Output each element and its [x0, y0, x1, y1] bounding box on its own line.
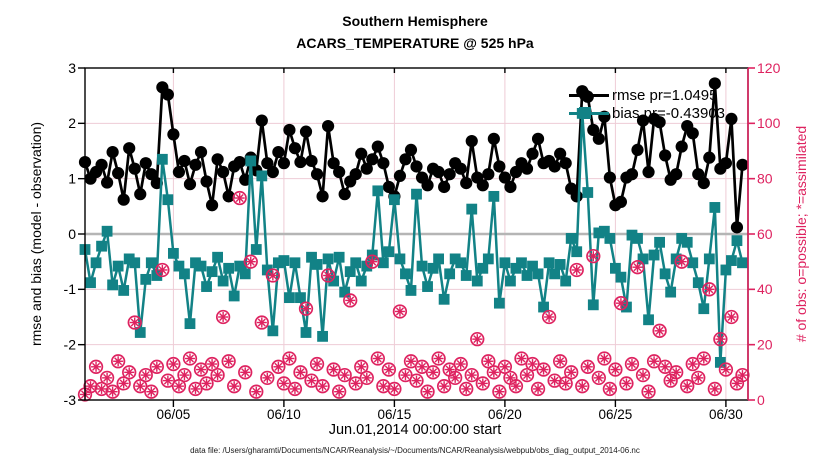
rmse-point — [101, 176, 113, 188]
legend-bias-label: bias pr=-0.43903 — [612, 104, 725, 122]
rmse-point — [731, 221, 743, 233]
bias-point — [632, 233, 643, 244]
bias-point — [113, 261, 124, 272]
rmse-point — [112, 167, 124, 179]
bias-point — [251, 244, 262, 255]
rmse-point — [339, 188, 351, 200]
obs-marker — [244, 255, 257, 268]
obs-marker — [300, 302, 313, 315]
bias-point — [428, 263, 439, 274]
bias-point — [223, 263, 234, 274]
obs-marker — [454, 358, 467, 371]
obs-marker — [311, 358, 324, 371]
obs-marker — [637, 369, 650, 382]
rmse-point — [631, 144, 643, 156]
left-y-tick-label: 2 — [68, 115, 76, 132]
obs-marker — [465, 369, 478, 382]
obs-marker — [593, 372, 606, 385]
x-tick-label: 06/15 — [377, 407, 412, 422]
obs-marker — [543, 311, 556, 324]
obs-marker — [200, 377, 213, 390]
bias-point — [516, 257, 527, 268]
obs-marker — [460, 383, 473, 396]
rmse-point — [305, 155, 317, 167]
obs-marker — [681, 380, 694, 393]
obs-marker — [565, 366, 578, 379]
bias-point — [140, 274, 151, 285]
obs-marker — [725, 311, 738, 324]
rmse-point — [626, 168, 638, 180]
obs-marker — [670, 366, 683, 379]
rmse-point — [433, 166, 445, 178]
bias-point — [466, 204, 477, 215]
rmse-point — [366, 153, 378, 165]
rmse-point — [162, 88, 174, 100]
obs-marker — [720, 363, 733, 376]
rmse-point — [405, 144, 417, 156]
rmse-point — [394, 170, 406, 182]
obs-marker — [642, 385, 655, 398]
obs-marker — [211, 369, 224, 382]
bias-point — [709, 202, 720, 213]
obs-marker — [394, 305, 407, 318]
bias-point — [494, 298, 505, 309]
left-y-tick-label: 0 — [68, 225, 76, 242]
obs-marker — [615, 297, 628, 310]
bias-point — [444, 268, 455, 279]
rmse-point — [504, 181, 516, 193]
rmse-point — [615, 196, 627, 208]
chart-title-region: Southern Hemisphere — [342, 13, 488, 29]
bias-point — [356, 276, 367, 287]
x-tick-label: 06/05 — [156, 407, 191, 422]
rmse-point — [560, 157, 572, 169]
bias-point — [312, 259, 323, 270]
obs-marker — [631, 261, 644, 274]
bias-point — [218, 276, 229, 287]
obs-marker — [255, 316, 268, 329]
rmse-point — [676, 140, 688, 152]
bias-point — [267, 325, 278, 336]
obs-marker — [388, 383, 401, 396]
obs-marker — [410, 374, 423, 387]
rmse-point — [477, 179, 489, 191]
rmse-point — [350, 168, 362, 180]
rmse-point — [256, 114, 268, 126]
rmse-point — [311, 168, 323, 180]
bias-point — [439, 294, 450, 305]
bias-point — [726, 255, 737, 266]
obs-marker — [581, 361, 594, 374]
rmse-point — [521, 163, 533, 175]
obs-marker — [620, 377, 633, 390]
obs-marker — [233, 192, 246, 205]
bias-point — [411, 189, 422, 200]
bias-point — [472, 276, 483, 287]
obs-marker — [471, 333, 484, 346]
obs-marker — [438, 380, 451, 393]
bias-point — [500, 257, 511, 268]
legend-rmse-label: rmse pr=1.0495 — [612, 86, 718, 104]
bias-point — [588, 299, 599, 310]
rmse-point — [455, 163, 467, 175]
legend-entry-rmse — [569, 86, 725, 104]
obs-marker — [106, 385, 119, 398]
rmse-point — [444, 168, 456, 180]
obs-marker — [449, 372, 462, 385]
bias-point — [301, 327, 312, 338]
bias-point — [665, 287, 676, 298]
bias-point — [96, 241, 107, 252]
rmse-point — [703, 152, 715, 164]
obs-marker — [587, 250, 600, 263]
bias-point — [549, 268, 560, 279]
right-y-tick-label: 20 — [757, 336, 773, 353]
bias-point — [201, 281, 212, 292]
x-tick-label: 06/10 — [267, 407, 301, 422]
legend — [569, 86, 725, 122]
bias-point — [317, 331, 328, 342]
bias-point — [118, 285, 129, 296]
bias-point — [604, 233, 615, 244]
rmse-point — [195, 146, 207, 158]
rmse-point — [532, 133, 544, 145]
obs-marker — [139, 369, 152, 382]
bias-point — [461, 270, 472, 281]
bias-point — [256, 171, 267, 182]
bias-point — [433, 254, 444, 265]
obs-marker — [128, 316, 141, 329]
obs-marker — [261, 372, 274, 385]
bias-point — [334, 252, 345, 263]
bias-point — [687, 257, 698, 268]
obs-marker — [184, 352, 197, 365]
obs-marker — [604, 383, 617, 396]
bias-point — [483, 254, 494, 265]
rmse-point — [206, 199, 218, 211]
right-y-tick-label: 40 — [757, 281, 773, 298]
bias-point — [560, 276, 571, 287]
obs-marker — [383, 363, 396, 376]
rmse-point — [173, 166, 185, 178]
rmse-point — [482, 168, 494, 180]
rmse-line-sample — [569, 88, 609, 102]
rmse-point — [410, 160, 422, 172]
bias-point — [350, 257, 361, 268]
rmse-point — [272, 146, 284, 158]
bias-point — [395, 254, 406, 265]
rmse-point — [466, 135, 478, 147]
left-y-tick-label: 1 — [68, 170, 76, 187]
bias-point — [693, 277, 704, 288]
bias-point — [643, 314, 654, 325]
right-y-tick-label: 80 — [757, 170, 773, 187]
rmse-point — [123, 142, 135, 154]
right-y-tick-label: 60 — [757, 225, 773, 242]
obs-marker — [167, 358, 180, 371]
bias-point — [422, 281, 433, 292]
obs-marker — [101, 372, 114, 385]
obs-marker — [493, 385, 506, 398]
rmse-point — [95, 159, 107, 171]
bias-point — [196, 261, 207, 272]
rmse-point — [234, 156, 246, 168]
obs-marker — [372, 352, 385, 365]
obs-marker — [675, 255, 688, 268]
rmse-point — [460, 177, 472, 189]
obs-marker — [653, 325, 666, 338]
obs-marker — [554, 355, 567, 368]
obs-marker — [576, 380, 589, 393]
obs-marker — [151, 361, 164, 374]
rmse-point — [289, 142, 301, 154]
rmse-point — [134, 188, 146, 200]
bias-point — [290, 257, 301, 268]
bias-point — [207, 266, 218, 277]
bias-point — [582, 187, 593, 198]
bias-point — [185, 318, 196, 329]
rmse-point — [421, 179, 433, 191]
bias-point — [383, 246, 394, 257]
rmse-point — [118, 194, 130, 206]
obs-marker — [609, 363, 622, 376]
rmse-point — [659, 149, 671, 161]
obs-marker — [344, 294, 357, 307]
bias-point — [107, 280, 118, 291]
left-y-axis-label: rmse and bias (model - observation) — [28, 121, 44, 347]
obs-marker — [366, 255, 379, 268]
rmse-point — [167, 128, 179, 140]
bias-point — [240, 268, 251, 279]
bias-point — [732, 235, 743, 246]
rmse-point — [571, 190, 583, 202]
rmse-point — [316, 190, 328, 202]
left-y-tick-label: -3 — [63, 391, 76, 408]
obs-marker — [90, 361, 103, 374]
rmse-point — [189, 159, 201, 171]
obs-marker — [267, 269, 280, 282]
obs-marker — [709, 383, 722, 396]
obs-marker — [698, 352, 711, 365]
obs-marker — [294, 366, 307, 379]
chart-subtitle: ACARS_TEMPERATURE @ 525 hPa — [296, 35, 534, 51]
bias-point — [400, 268, 411, 279]
obs-marker — [421, 385, 434, 398]
bias-line-sample — [569, 106, 609, 120]
bias-point — [455, 257, 466, 268]
left-y-tick-label: 3 — [68, 59, 76, 76]
obs-marker — [112, 355, 125, 368]
obs-marker — [156, 264, 169, 277]
rmse-point — [493, 160, 505, 172]
rmse-point — [720, 157, 732, 169]
obs-marker — [283, 352, 296, 365]
bias-point — [616, 272, 627, 283]
rmse-point — [217, 166, 229, 178]
bias-point — [649, 250, 660, 261]
bias-point — [682, 237, 693, 248]
obs-marker — [250, 385, 263, 398]
rmse-point — [322, 120, 334, 132]
obs-marker — [217, 311, 230, 324]
rmse-point — [333, 166, 345, 178]
bias-point — [533, 268, 544, 279]
rmse-point — [107, 146, 119, 158]
rmse-point — [642, 166, 654, 178]
obs-marker — [228, 380, 241, 393]
obs-marker — [714, 333, 727, 346]
bias-marker-icon — [579, 107, 591, 119]
bias-point — [406, 285, 417, 296]
rmse-point — [140, 157, 152, 169]
obs-marker — [510, 380, 523, 393]
rmse-point — [377, 157, 389, 169]
right-y-axis-label: # of obs: o=possible; *=assimilated — [793, 125, 809, 343]
obs-marker — [272, 361, 285, 374]
bias-point — [378, 257, 389, 268]
bias-point — [704, 254, 715, 265]
bias-point — [162, 194, 173, 205]
bias-point — [372, 185, 383, 196]
obs-marker — [432, 352, 445, 365]
bias-point — [571, 246, 582, 257]
bias-point — [737, 257, 748, 268]
bias-point — [488, 191, 499, 202]
rmse-point — [549, 160, 561, 172]
bias-point — [566, 233, 577, 244]
bias-point — [295, 292, 306, 303]
rmse-point — [294, 156, 306, 168]
rmse-point — [372, 140, 384, 152]
obs-marker — [626, 358, 639, 371]
obs-marker — [222, 355, 235, 368]
left-y-tick-label: -2 — [63, 336, 76, 353]
obs-marker — [537, 363, 550, 376]
rmse-point — [698, 177, 710, 189]
obs-marker — [333, 385, 346, 398]
rmse-point — [736, 159, 748, 171]
rmse-point — [212, 153, 224, 165]
x-tick-label: 06/30 — [709, 407, 743, 422]
right-y-tick-label: 120 — [757, 59, 781, 76]
bias-point — [102, 226, 113, 237]
rmse-point — [670, 168, 682, 180]
rmse-marker-icon — [579, 89, 591, 101]
bias-point — [146, 257, 157, 268]
bias-point — [389, 194, 400, 205]
bias-point — [157, 154, 168, 165]
rmse-point — [200, 175, 212, 187]
bias-point — [505, 276, 516, 287]
obs-marker — [145, 385, 158, 398]
right-y-tick-label: 0 — [757, 391, 765, 408]
obs-marker — [322, 269, 335, 282]
rmse-point — [725, 113, 737, 125]
bias-point — [323, 254, 334, 265]
obs-marker — [598, 352, 611, 365]
bias-point — [555, 259, 566, 270]
bias-point — [698, 303, 709, 314]
x-tick-label: 06/20 — [488, 407, 522, 422]
x-tick-label: 06/25 — [598, 407, 633, 422]
bias-point — [245, 156, 256, 167]
rmse-point — [604, 171, 616, 183]
bias-point — [229, 291, 240, 302]
obs-marker — [316, 380, 329, 393]
bias-point — [660, 268, 671, 279]
bias-point — [212, 252, 223, 263]
legend-entry-bias — [569, 104, 725, 122]
rmse-point — [267, 166, 279, 178]
obs-marker — [239, 366, 252, 379]
rmse-point — [129, 163, 141, 175]
obs-marker — [123, 366, 136, 379]
obs-marker — [477, 377, 490, 390]
obs-marker — [360, 372, 373, 385]
rmse-point — [593, 133, 605, 145]
bias-point — [91, 257, 102, 268]
rmse-point — [355, 148, 367, 160]
obs-marker — [338, 369, 351, 382]
obs-marker — [692, 372, 705, 385]
rmse-point — [278, 157, 290, 169]
bias-point — [721, 265, 732, 276]
rmse-point — [300, 126, 312, 138]
rmse-point — [488, 133, 500, 145]
rmse-point — [438, 181, 450, 193]
x-axis-label: Jun.01,2014 00:00:00 start — [328, 422, 502, 438]
obs-marker — [532, 383, 545, 396]
obs-marker — [570, 264, 583, 277]
bias-point — [179, 268, 190, 279]
obs-marker — [289, 383, 302, 396]
obs-marker — [178, 369, 191, 382]
bias-point — [168, 248, 179, 259]
obs-marker — [427, 366, 440, 379]
bias-point — [417, 261, 428, 272]
bias-point — [544, 257, 555, 268]
data-file-caption: data file: /Users/gharamti/Documents/NCAR/Reanalysis/~/Documents/NCAR/Reanalysis/webpub/obs_diag_output_2014-06.nc — [190, 446, 640, 455]
rmse-point — [283, 124, 295, 136]
rmse-point — [687, 127, 699, 139]
bias-point — [85, 277, 96, 288]
bias-point — [279, 255, 290, 266]
bias-point — [654, 237, 665, 248]
left-y-tick-label: -1 — [63, 281, 76, 298]
bias-point — [522, 270, 533, 281]
rmse-point — [184, 178, 196, 190]
right-y-tick-label: 100 — [757, 115, 781, 132]
obs-marker — [703, 283, 716, 296]
obs-marker — [736, 369, 749, 382]
bias-point — [284, 292, 295, 303]
rmse-point — [526, 148, 538, 160]
bias-point — [129, 257, 140, 268]
rmse-point — [178, 155, 190, 167]
bias-point — [477, 263, 488, 274]
